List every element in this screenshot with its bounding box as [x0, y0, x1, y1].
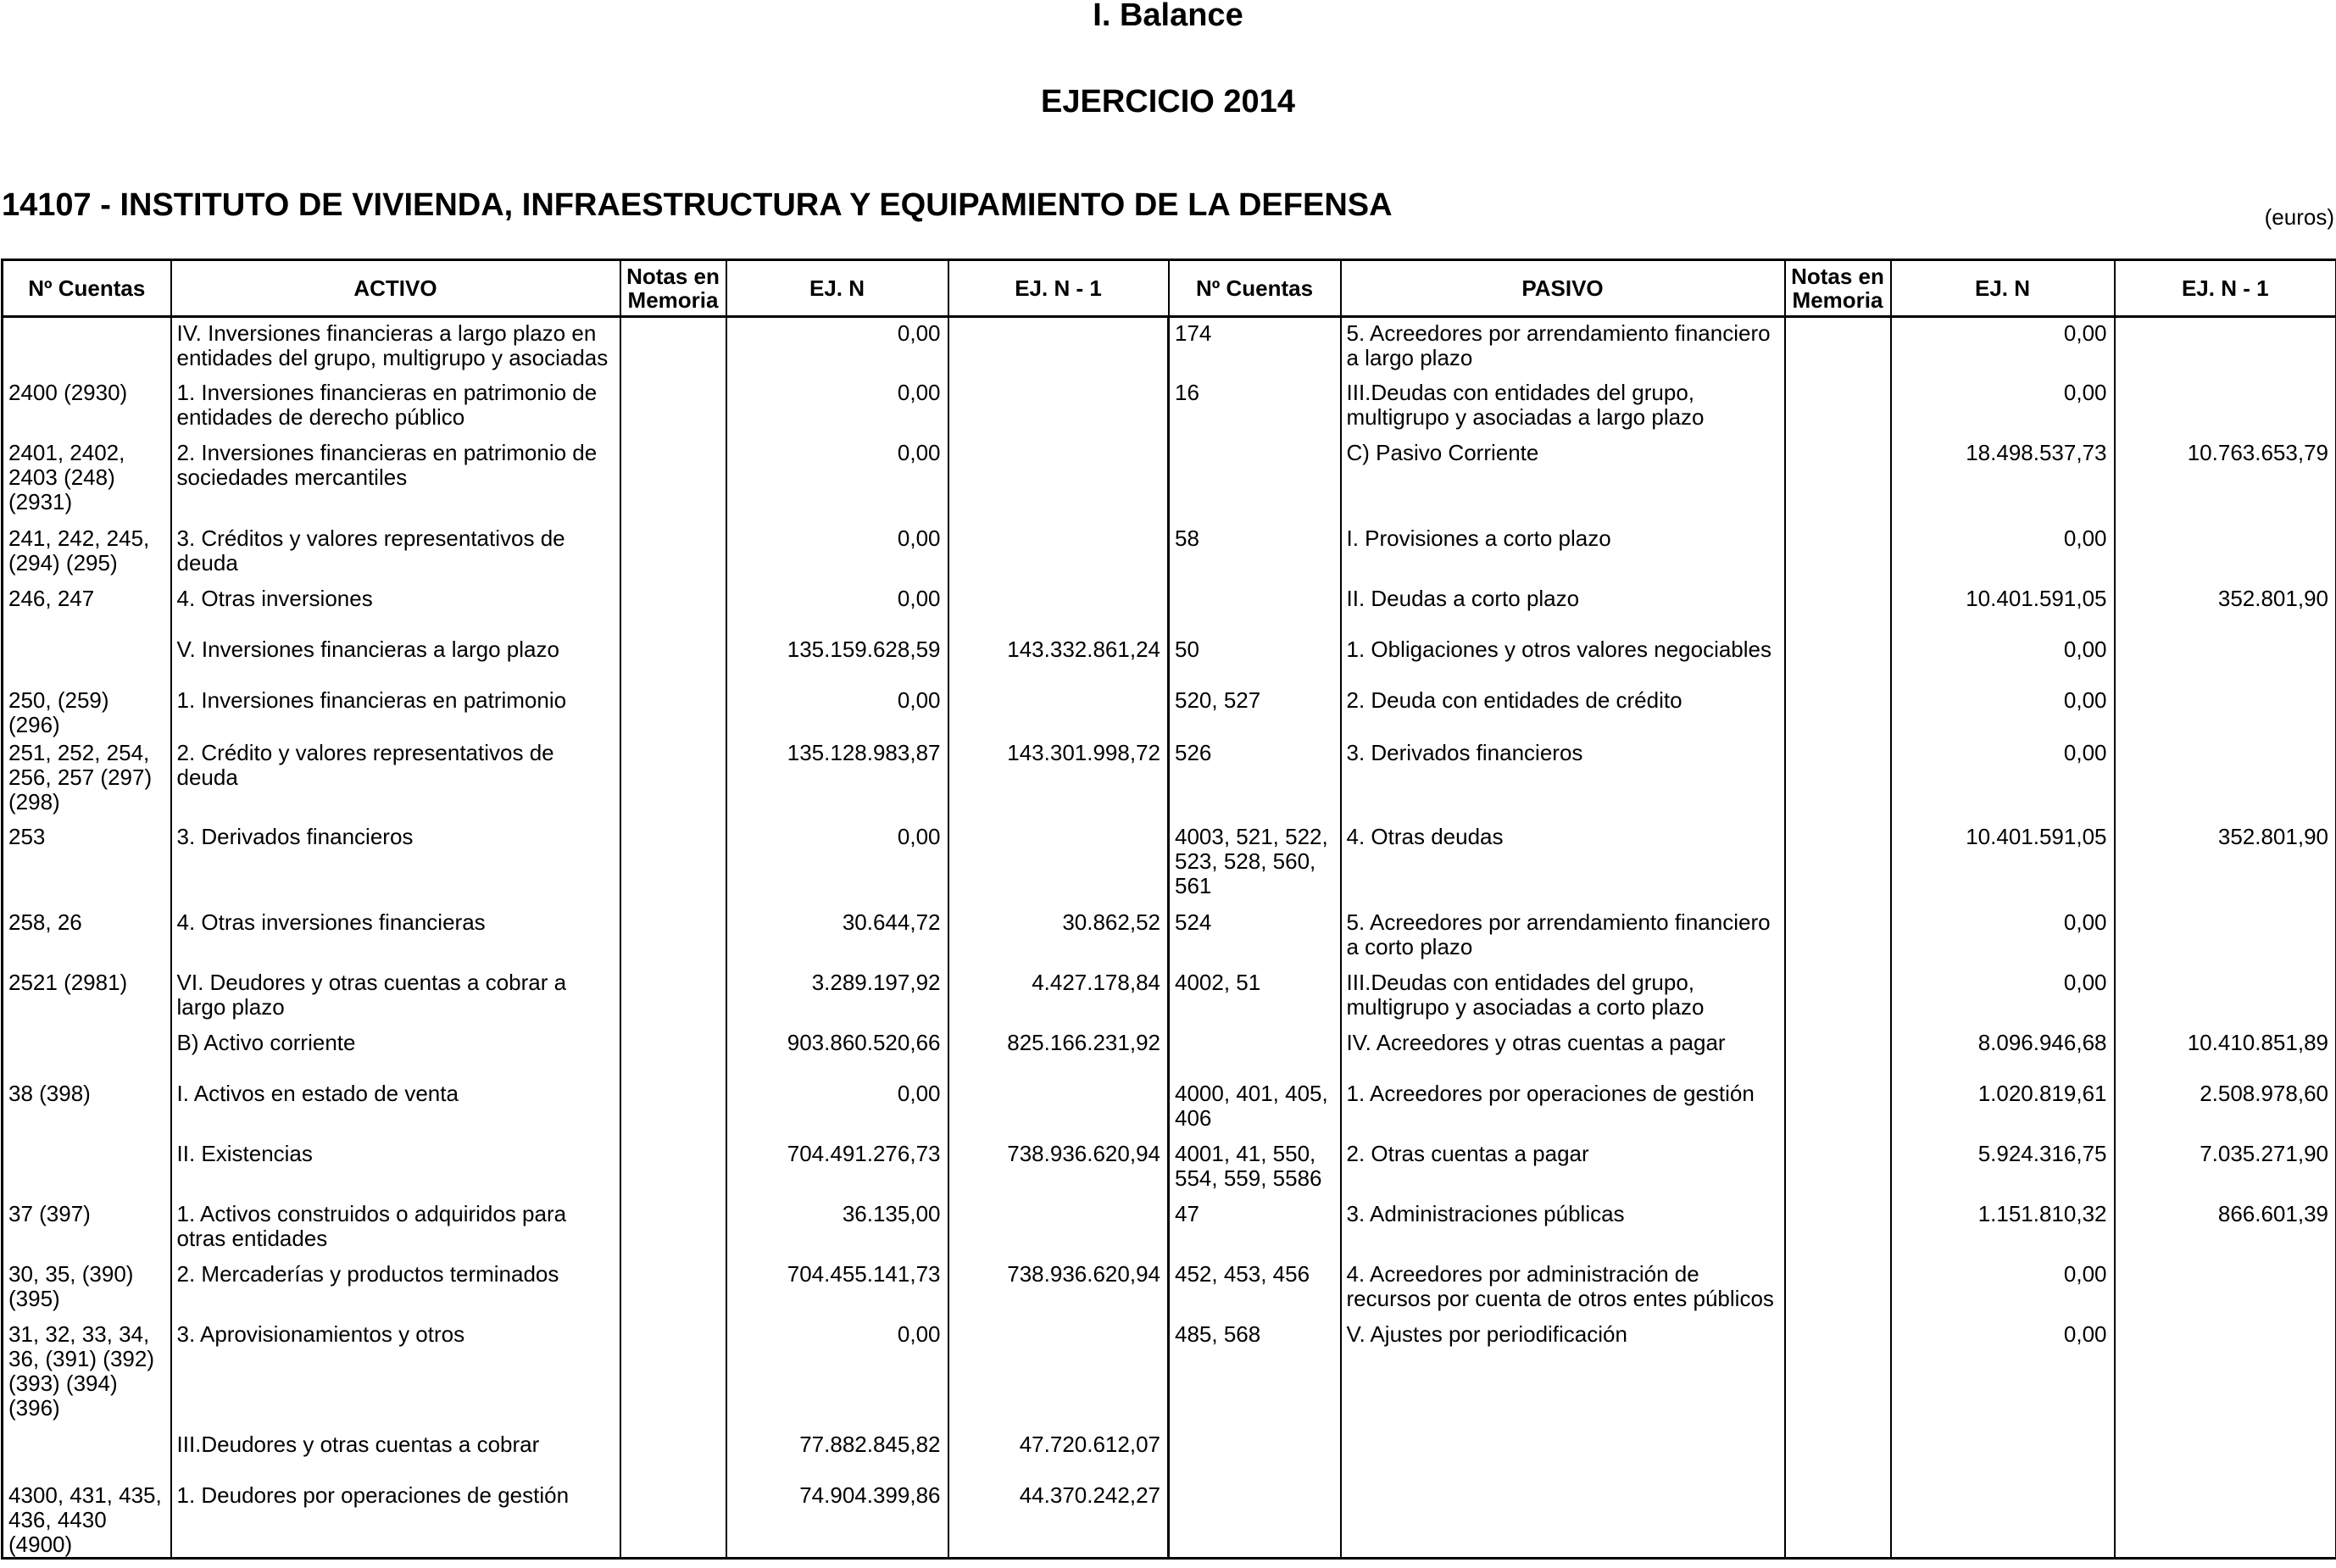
- notas-activo-cell: [620, 1198, 726, 1259]
- notas-activo-cell: [620, 317, 726, 377]
- notas-pasivo-cell: [1785, 1027, 1891, 1078]
- ejn-activo-cell: 36.135,00: [726, 1198, 948, 1259]
- pasivo-label-cell: IV. Acreedores y otras cuentas a pagar: [1341, 1027, 1785, 1078]
- ejn1-activo-cell: [948, 583, 1169, 634]
- col-pasivo: PASIVO: [1341, 260, 1785, 317]
- notas-pasivo-cell: [1785, 377, 1891, 437]
- pasivo-label-cell: C) Pasivo Corriente: [1341, 437, 1785, 523]
- notas-activo-cell: [620, 737, 726, 821]
- ejn1-activo-cell: 143.332.861,24: [948, 634, 1169, 685]
- header-row: [3, 260, 2336, 317]
- notas-activo-cell: [620, 523, 726, 583]
- pasivo-label-cell: 3. Derivados financieros: [1341, 737, 1785, 821]
- table-row: [3, 967, 2336, 1027]
- ejn1-activo-cell: [948, 1319, 1169, 1429]
- balance-table: [1, 259, 2336, 1560]
- ejn-pasivo-cell: 0,00: [1891, 737, 2115, 821]
- cuentas-pasivo-cell: 16: [1169, 377, 1341, 437]
- col-cuentas-pasivo: Nº Cuentas: [1169, 260, 1341, 317]
- cuentas-activo-cell: 2401, 2402, 2403 (248) (2931): [3, 437, 171, 523]
- cuentas-activo-cell: 241, 242, 245, (294) (295): [3, 523, 171, 583]
- activo-label-cell: 4. Otras inversiones financieras: [171, 907, 620, 967]
- table-row: [3, 685, 2336, 737]
- activo-label-cell: 4. Otras inversiones: [171, 583, 620, 634]
- ejn1-pasivo-cell: [2115, 317, 2336, 377]
- activo-label-cell: 2. Mercaderías y productos terminados: [171, 1259, 620, 1319]
- ejn1-activo-cell: [948, 685, 1169, 737]
- ejn1-activo-cell: 30.862,52: [948, 907, 1169, 967]
- ejn-activo-cell: 74.904.399,86: [726, 1480, 948, 1559]
- activo-label-cell: 1. Deudores por operaciones de gestión: [171, 1480, 620, 1559]
- cuentas-pasivo-cell: 485, 568: [1169, 1319, 1341, 1429]
- ejn1-pasivo-cell: [2115, 1319, 2336, 1429]
- ejn1-activo-cell: [948, 1198, 1169, 1259]
- cuentas-pasivo-cell: [1169, 1429, 1341, 1480]
- ejercicio-title: EJERCICIO 2014: [1041, 84, 1295, 120]
- ejn-pasivo-cell: 0,00: [1891, 967, 2115, 1027]
- pasivo-label-cell: 2. Otras cuentas a pagar: [1341, 1138, 1785, 1198]
- ejn-pasivo-cell: [1891, 1429, 2115, 1480]
- ejn1-pasivo-cell: [2115, 377, 2336, 437]
- ejn1-activo-cell: [948, 317, 1169, 377]
- cuentas-pasivo-cell: [1169, 1027, 1341, 1078]
- cuentas-activo-cell: 4300, 431, 435, 436, 4430 (4900): [3, 1480, 171, 1559]
- activo-label-cell: B) Activo corriente: [171, 1027, 620, 1078]
- cuentas-activo-cell: 2400 (2930): [3, 377, 171, 437]
- ejn1-pasivo-cell: 352.801,90: [2115, 821, 2336, 907]
- activo-label-cell: 3. Derivados financieros: [171, 821, 620, 907]
- table-row: [3, 1429, 2336, 1480]
- ejn1-activo-cell: 44.370.242,27: [948, 1480, 1169, 1559]
- pasivo-label-cell: 5. Acreedores por arrendamiento financiero a largo plazo: [1341, 317, 1785, 377]
- notas-activo-cell: [620, 1480, 726, 1559]
- ejn-pasivo-cell: 8.096.946,68: [1891, 1027, 2115, 1078]
- cuentas-pasivo-cell: 47: [1169, 1198, 1341, 1259]
- notas-activo-cell: [620, 377, 726, 437]
- ejn-activo-cell: 135.128.983,87: [726, 737, 948, 821]
- ejn-activo-cell: 0,00: [726, 523, 948, 583]
- notas-activo-cell: [620, 685, 726, 737]
- cuentas-activo-cell: 250, (259) (296): [3, 685, 171, 737]
- col-ejn1-pasivo: EJ. N - 1: [2115, 260, 2336, 317]
- ejn-pasivo-cell: 0,00: [1891, 317, 2115, 377]
- col-notas-activo: Notas en Memoria: [620, 260, 726, 317]
- ejn-activo-cell: 0,00: [726, 685, 948, 737]
- notas-activo-cell: [620, 1429, 726, 1480]
- ejn-pasivo-cell: 0,00: [1891, 1259, 2115, 1319]
- cuentas-pasivo-cell: 4002, 51: [1169, 967, 1341, 1027]
- ejn1-pasivo-cell: [2115, 967, 2336, 1027]
- cuentas-activo-cell: 258, 26: [3, 907, 171, 967]
- cuentas-pasivo-cell: 50: [1169, 634, 1341, 685]
- cuentas-pasivo-cell: [1169, 1480, 1341, 1559]
- notas-pasivo-cell: [1785, 1078, 1891, 1138]
- ejn1-activo-cell: 825.166.231,92: [948, 1027, 1169, 1078]
- ejn1-activo-cell: [948, 1078, 1169, 1138]
- ejn-pasivo-cell: 10.401.591,05: [1891, 821, 2115, 907]
- cuentas-pasivo-cell: 4003, 521, 522, 523, 528, 560, 561: [1169, 821, 1341, 907]
- table-row: [3, 1319, 2336, 1429]
- table-row: [3, 1078, 2336, 1138]
- activo-label-cell: 1. Inversiones financieras en patrimonio de entidades de derecho público: [171, 377, 620, 437]
- table-row: [3, 1480, 2336, 1559]
- notas-pasivo-cell: [1785, 907, 1891, 967]
- notas-activo-cell: [620, 583, 726, 634]
- table-row: [3, 437, 2336, 523]
- notas-activo-cell: [620, 821, 726, 907]
- notas-activo-cell: [620, 907, 726, 967]
- table-row: [3, 583, 2336, 634]
- cuentas-activo-cell: 30, 35, (390) (395): [3, 1259, 171, 1319]
- table-row: [3, 1198, 2336, 1259]
- ejn1-activo-cell: 4.427.178,84: [948, 967, 1169, 1027]
- cuentas-pasivo-cell: 174: [1169, 317, 1341, 377]
- cuentas-pasivo-cell: [1169, 583, 1341, 634]
- ejn1-pasivo-cell: 10.410.851,89: [2115, 1027, 2336, 1078]
- notas-pasivo-cell: [1785, 737, 1891, 821]
- table-row: [3, 1138, 2336, 1198]
- notas-pasivo-cell: [1785, 1480, 1891, 1559]
- ejn1-activo-cell: [948, 523, 1169, 583]
- page-title: I. Balance: [1093, 0, 1243, 33]
- cuentas-activo-cell: 37 (397): [3, 1198, 171, 1259]
- notas-pasivo-cell: [1785, 583, 1891, 634]
- notas-pasivo-cell: [1785, 1138, 1891, 1198]
- pasivo-label-cell: III.Deudas con entidades del grupo, multigrupo y asociadas a largo plazo: [1341, 377, 1785, 437]
- table-row: [3, 377, 2336, 437]
- balance-table-body: [3, 317, 2336, 1559]
- cuentas-activo-cell: 246, 247: [3, 583, 171, 634]
- entity-title: 14107 - INSTITUTO DE VIVIENDA, INFRAESTRUCTURA Y EQUIPAMIENTO DE LA DEFENSA: [2, 187, 1393, 223]
- ejn1-pasivo-cell: 2.508.978,60: [2115, 1078, 2336, 1138]
- cuentas-activo-cell: [3, 1027, 171, 1078]
- ejn1-activo-cell: 47.720.612,07: [948, 1429, 1169, 1480]
- ejn-activo-cell: 0,00: [726, 583, 948, 634]
- ejn-activo-cell: 0,00: [726, 317, 948, 377]
- pasivo-label-cell: II. Deudas a corto plazo: [1341, 583, 1785, 634]
- notas-activo-cell: [620, 1138, 726, 1198]
- activo-label-cell: 2. Inversiones financieras en patrimonio de sociedades mercantiles: [171, 437, 620, 523]
- pasivo-label-cell: 1. Obligaciones y otros valores negociables: [1341, 634, 1785, 685]
- pasivo-label-cell: 4. Otras deudas: [1341, 821, 1785, 907]
- notas-pasivo-cell: [1785, 523, 1891, 583]
- ejn-activo-cell: 903.860.520,66: [726, 1027, 948, 1078]
- cuentas-activo-cell: [3, 1138, 171, 1198]
- cuentas-pasivo-cell: 4001, 41, 550, 554, 559, 5586: [1169, 1138, 1341, 1198]
- ejn-activo-cell: 135.159.628,59: [726, 634, 948, 685]
- ejn-activo-cell: 704.491.276,73: [726, 1138, 948, 1198]
- ejn-pasivo-cell: 5.924.316,75: [1891, 1138, 2115, 1198]
- notas-activo-cell: [620, 1027, 726, 1078]
- ejn-pasivo-cell: [1891, 1480, 2115, 1559]
- cuentas-pasivo-cell: 526: [1169, 737, 1341, 821]
- ejn-pasivo-cell: 1.151.810,32: [1891, 1198, 2115, 1259]
- notas-activo-cell: [620, 967, 726, 1027]
- cuentas-pasivo-cell: 4000, 401, 405, 406: [1169, 1078, 1341, 1138]
- ejn1-pasivo-cell: [2115, 1429, 2336, 1480]
- pasivo-label-cell: I. Provisiones a corto plazo: [1341, 523, 1785, 583]
- cuentas-activo-cell: 2521 (2981): [3, 967, 171, 1027]
- cuentas-pasivo-cell: [1169, 437, 1341, 523]
- ejn1-pasivo-cell: [2115, 523, 2336, 583]
- cuentas-pasivo-cell: 452, 453, 456: [1169, 1259, 1341, 1319]
- ejn1-pasivo-cell: [2115, 685, 2336, 737]
- ejn-pasivo-cell: 18.498.537,73: [1891, 437, 2115, 523]
- notas-activo-cell: [620, 437, 726, 523]
- activo-label-cell: III.Deudores y otras cuentas a cobrar: [171, 1429, 620, 1480]
- ejn1-pasivo-cell: 352.801,90: [2115, 583, 2336, 634]
- ejn1-pasivo-cell: [2115, 907, 2336, 967]
- pasivo-label-cell: 3. Administraciones públicas: [1341, 1198, 1785, 1259]
- ejn1-activo-cell: [948, 377, 1169, 437]
- col-notas-pasivo: Notas en Memoria: [1785, 260, 1891, 317]
- activo-label-cell: II. Existencias: [171, 1138, 620, 1198]
- table-row: [3, 634, 2336, 685]
- cuentas-activo-cell: [3, 317, 171, 377]
- cuentas-activo-cell: 253: [3, 821, 171, 907]
- table-row: [3, 907, 2336, 967]
- cuentas-pasivo-cell: 58: [1169, 523, 1341, 583]
- pasivo-label-cell: V. Ajustes por periodificación: [1341, 1319, 1785, 1429]
- notas-activo-cell: [620, 1319, 726, 1429]
- notas-pasivo-cell: [1785, 1429, 1891, 1480]
- table-row: [3, 317, 2336, 377]
- ejn1-activo-cell: [948, 437, 1169, 523]
- activo-label-cell: 1. Activos construidos o adquiridos para otras entidades: [171, 1198, 620, 1259]
- ejn-activo-cell: 77.882.845,82: [726, 1429, 948, 1480]
- ejn-pasivo-cell: 0,00: [1891, 634, 2115, 685]
- notas-pasivo-cell: [1785, 437, 1891, 523]
- table-row: [3, 1027, 2336, 1078]
- cuentas-activo-cell: 38 (398): [3, 1078, 171, 1138]
- ejn-activo-cell: 3.289.197,92: [726, 967, 948, 1027]
- pasivo-label-cell: 1. Acreedores por operaciones de gestión: [1341, 1078, 1785, 1138]
- notas-activo-cell: [620, 1259, 726, 1319]
- ejn-pasivo-cell: 0,00: [1891, 377, 2115, 437]
- activo-label-cell: 3. Créditos y valores representativos de deuda: [171, 523, 620, 583]
- table-row: [3, 737, 2336, 821]
- cuentas-activo-cell: [3, 634, 171, 685]
- ejn1-pasivo-cell: [2115, 1480, 2336, 1559]
- pasivo-label-cell: [1341, 1429, 1785, 1480]
- ejn1-activo-cell: [948, 821, 1169, 907]
- ejn1-pasivo-cell: 866.601,39: [2115, 1198, 2336, 1259]
- col-activo: ACTIVO: [171, 260, 620, 317]
- ejn-activo-cell: 704.455.141,73: [726, 1259, 948, 1319]
- ejn-activo-cell: 0,00: [726, 437, 948, 523]
- activo-label-cell: I. Activos en estado de venta: [171, 1078, 620, 1138]
- notas-activo-cell: [620, 634, 726, 685]
- units-label: (euros): [2264, 204, 2334, 230]
- ejn1-activo-cell: 143.301.998,72: [948, 737, 1169, 821]
- activo-label-cell: 2. Crédito y valores representativos de deuda: [171, 737, 620, 821]
- notas-pasivo-cell: [1785, 317, 1891, 377]
- activo-label-cell: VI. Deudores y otras cuentas a cobrar a largo plazo: [171, 967, 620, 1027]
- ejn1-pasivo-cell: [2115, 634, 2336, 685]
- ejn-pasivo-cell: 0,00: [1891, 523, 2115, 583]
- ejn-activo-cell: 30.644,72: [726, 907, 948, 967]
- table-row: [3, 523, 2336, 583]
- ejn-pasivo-cell: 0,00: [1891, 1319, 2115, 1429]
- ejn1-pasivo-cell: [2115, 737, 2336, 821]
- cuentas-activo-cell: [3, 1429, 171, 1480]
- cuentas-activo-cell: 31, 32, 33, 34, 36, (391) (392) (393) (394) (396): [3, 1319, 171, 1429]
- ejn-activo-cell: 0,00: [726, 1078, 948, 1138]
- notas-pasivo-cell: [1785, 634, 1891, 685]
- notas-activo-cell: [620, 1078, 726, 1138]
- notas-pasivo-cell: [1785, 1198, 1891, 1259]
- activo-label-cell: 3. Aprovisionamientos y otros: [171, 1319, 620, 1429]
- notas-pasivo-cell: [1785, 1259, 1891, 1319]
- ejn1-activo-cell: 738.936.620,94: [948, 1259, 1169, 1319]
- col-cuentas-activo: Nº Cuentas: [3, 260, 171, 317]
- notas-pasivo-cell: [1785, 1319, 1891, 1429]
- col-ejn-activo: EJ. N: [726, 260, 948, 317]
- pasivo-label-cell: 4. Acreedores por administración de recursos por cuenta de otros entes públicos: [1341, 1259, 1785, 1319]
- table-row: [3, 821, 2336, 907]
- activo-label-cell: V. Inversiones financieras a largo plazo: [171, 634, 620, 685]
- table-row: [3, 1259, 2336, 1319]
- ejn-activo-cell: 0,00: [726, 377, 948, 437]
- cuentas-pasivo-cell: 520, 527: [1169, 685, 1341, 737]
- notas-pasivo-cell: [1785, 685, 1891, 737]
- ejn1-activo-cell: 738.936.620,94: [948, 1138, 1169, 1198]
- col-ejn-pasivo: EJ. N: [1891, 260, 2115, 317]
- ejn-pasivo-cell: 10.401.591,05: [1891, 583, 2115, 634]
- cuentas-activo-cell: 251, 252, 254, 256, 257 (297) (298): [3, 737, 171, 821]
- notas-pasivo-cell: [1785, 821, 1891, 907]
- ejn1-pasivo-cell: [2115, 1259, 2336, 1319]
- ejn-pasivo-cell: 1.020.819,61: [1891, 1078, 2115, 1138]
- ejn1-pasivo-cell: 7.035.271,90: [2115, 1138, 2336, 1198]
- col-ejn1-activo: EJ. N - 1: [948, 260, 1169, 317]
- pasivo-label-cell: III.Deudas con entidades del grupo, multigrupo y asociadas a corto plazo: [1341, 967, 1785, 1027]
- ejn-activo-cell: 0,00: [726, 1319, 948, 1429]
- activo-label-cell: IV. Inversiones financieras a largo plazo en entidades del grupo, multigrupo y asociadas: [171, 317, 620, 377]
- ejn-pasivo-cell: 0,00: [1891, 907, 2115, 967]
- activo-label-cell: 1. Inversiones financieras en patrimonio: [171, 685, 620, 737]
- pasivo-label-cell: 5. Acreedores por arrendamiento financiero a corto plazo: [1341, 907, 1785, 967]
- ejn1-pasivo-cell: 10.763.653,79: [2115, 437, 2336, 523]
- ejn-pasivo-cell: 0,00: [1891, 685, 2115, 737]
- pasivo-label-cell: [1341, 1480, 1785, 1559]
- notas-pasivo-cell: [1785, 967, 1891, 1027]
- pasivo-label-cell: 2. Deuda con entidades de crédito: [1341, 685, 1785, 737]
- ejn-activo-cell: 0,00: [726, 821, 948, 907]
- cuentas-pasivo-cell: 524: [1169, 907, 1341, 967]
